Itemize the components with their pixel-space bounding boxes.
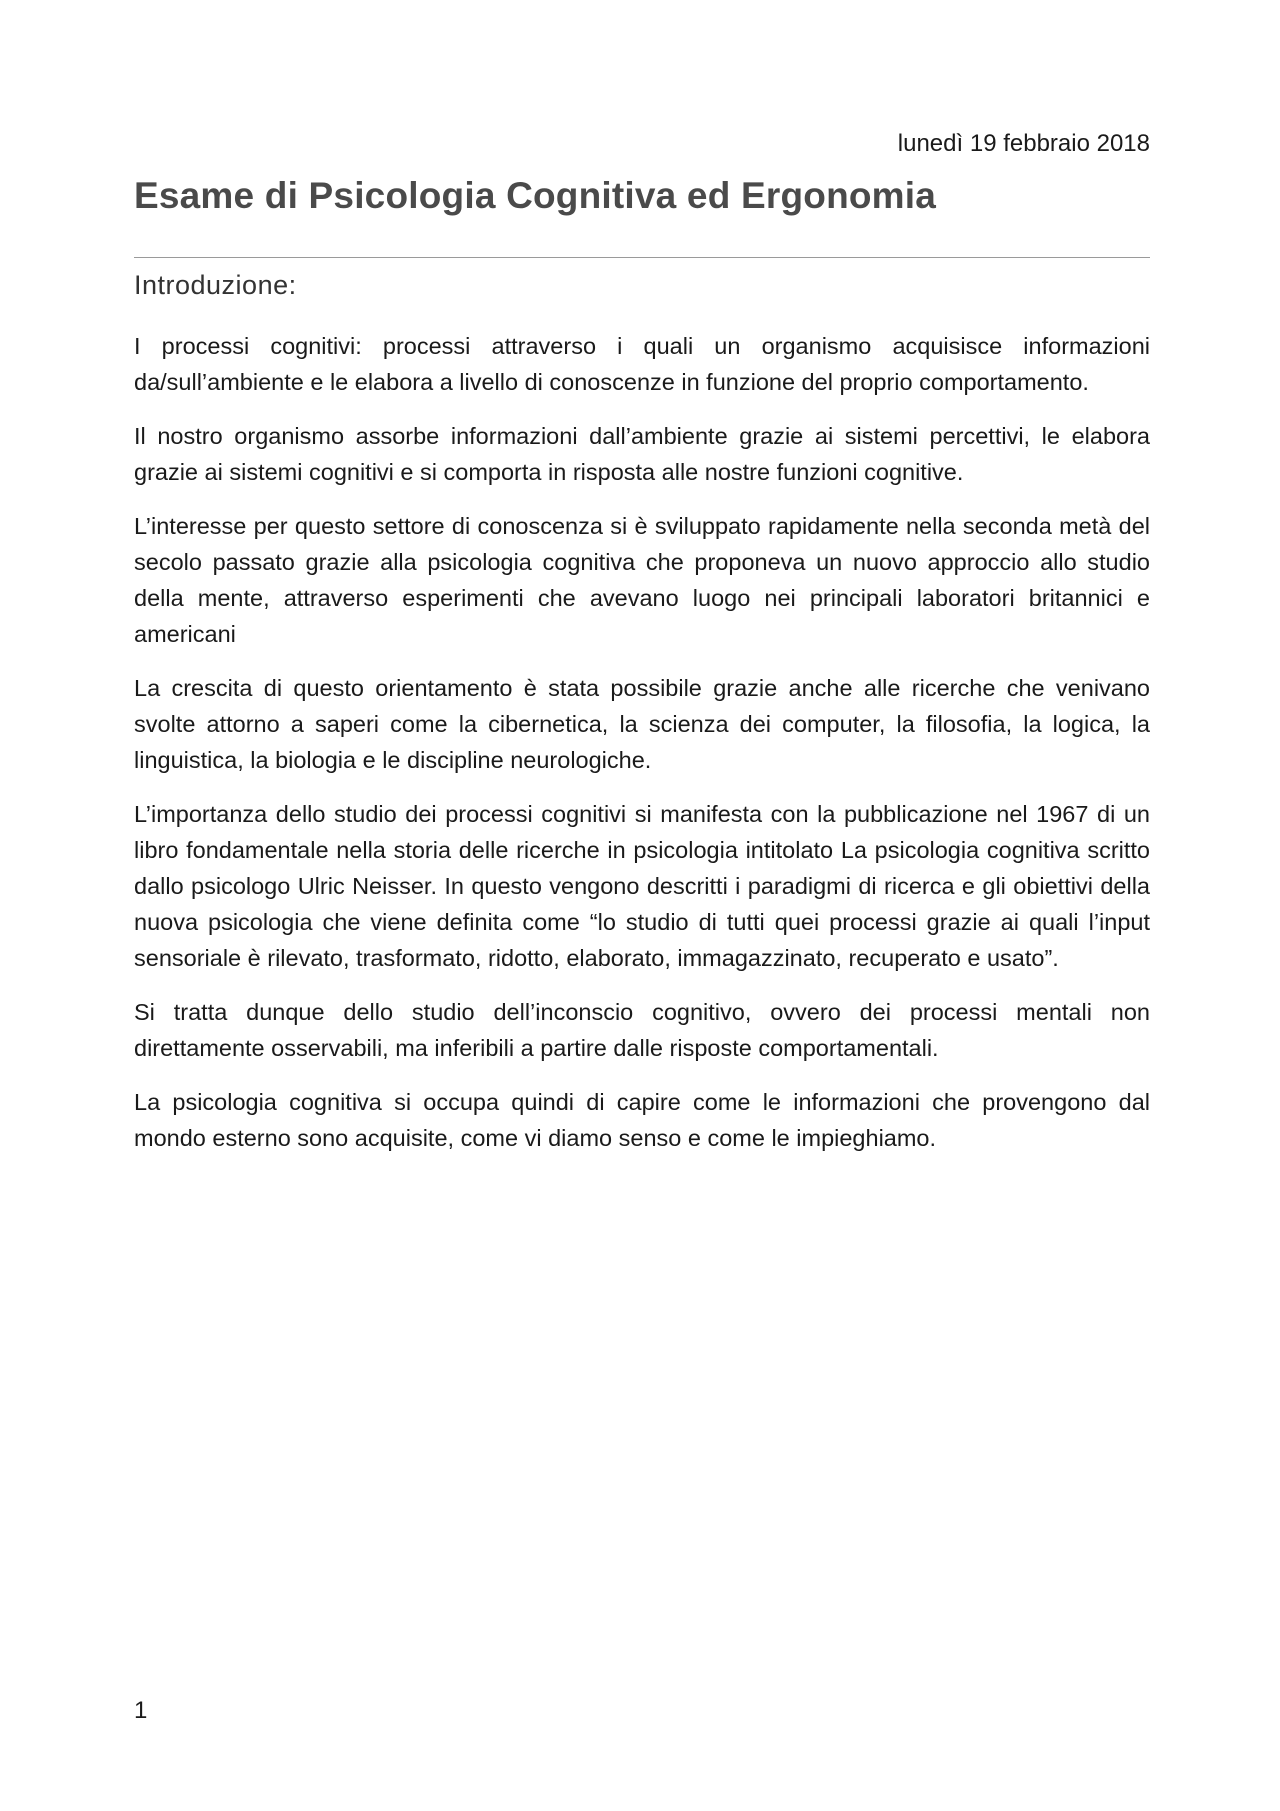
page-number: 1 xyxy=(134,1697,148,1724)
paragraph: L’interesse per questo settore di conoscenza si è sviluppato rapidamente nella seconda metà del secolo passato grazie alla psicologia cognitiva che proponeva un nuovo approccio allo studio della mente, attraverso esperimenti che avevano luogo nei principali laboratori britannici e americani xyxy=(134,513,1150,647)
paragraph: L’importanza dello studio dei processi cognitivi si manifesta con la pubblicazione nel 1967 di un libro fondamentale nella storia delle ricerche in psicologia intitolato La psicologia cognitiva scritto dallo psicologo Ulric Neisser. In questo vengono descritti i paradigmi di ricerca e gli obiettivi della nuova psicologia che viene definita come “lo studio di tutti quei processi grazie ai quali l’input sensoriale è rilevato, trasformato, ridotto, elaborato, immagazzinato, recuperato e usato”. xyxy=(134,801,1150,971)
paragraph: Si tratta dunque dello studio dell’inconscio cognitivo, ovvero dei processi mentali non direttamente osservabili, ma inferibili a partire dalle risposte comportamentali. xyxy=(134,999,1150,1061)
document-date: lunedì 19 febbraio 2018 xyxy=(897,130,1150,157)
paragraph: Il nostro organismo assorbe informazioni dall’ambiente grazie ai sistemi percettivi, le elabora grazie ai sistemi cognitivi e si comporta in risposta alle nostre funzioni cognitive. xyxy=(134,423,1150,485)
title-divider xyxy=(134,257,1150,258)
document-title: Esame di Psicologia Cognitiva ed Ergonomia xyxy=(134,175,937,216)
paragraph: I processi cognitivi: processi attraverso i quali un organismo acquisisce informazioni da/sull’ambiente e le elabora a livello di conoscenze in funzione del proprio comportamento. xyxy=(134,333,1150,395)
body-text xyxy=(134,328,1150,1174)
paragraph: La psicologia cognitiva si occupa quindi di capire come le informazioni che provengono dal mondo esterno sono acquisite, come vi diamo senso e come le impieghiamo. xyxy=(134,1089,1150,1151)
section-heading: Introduzione: xyxy=(134,270,297,300)
paragraph: La crescita di questo orientamento è stata possibile grazie anche alle ricerche che venivano svolte attorno a saperi come la cibernetica, la scienza dei computer, la filosofia, la logica, la linguistica, la biologia e le discipline neurologiche. xyxy=(134,675,1150,773)
